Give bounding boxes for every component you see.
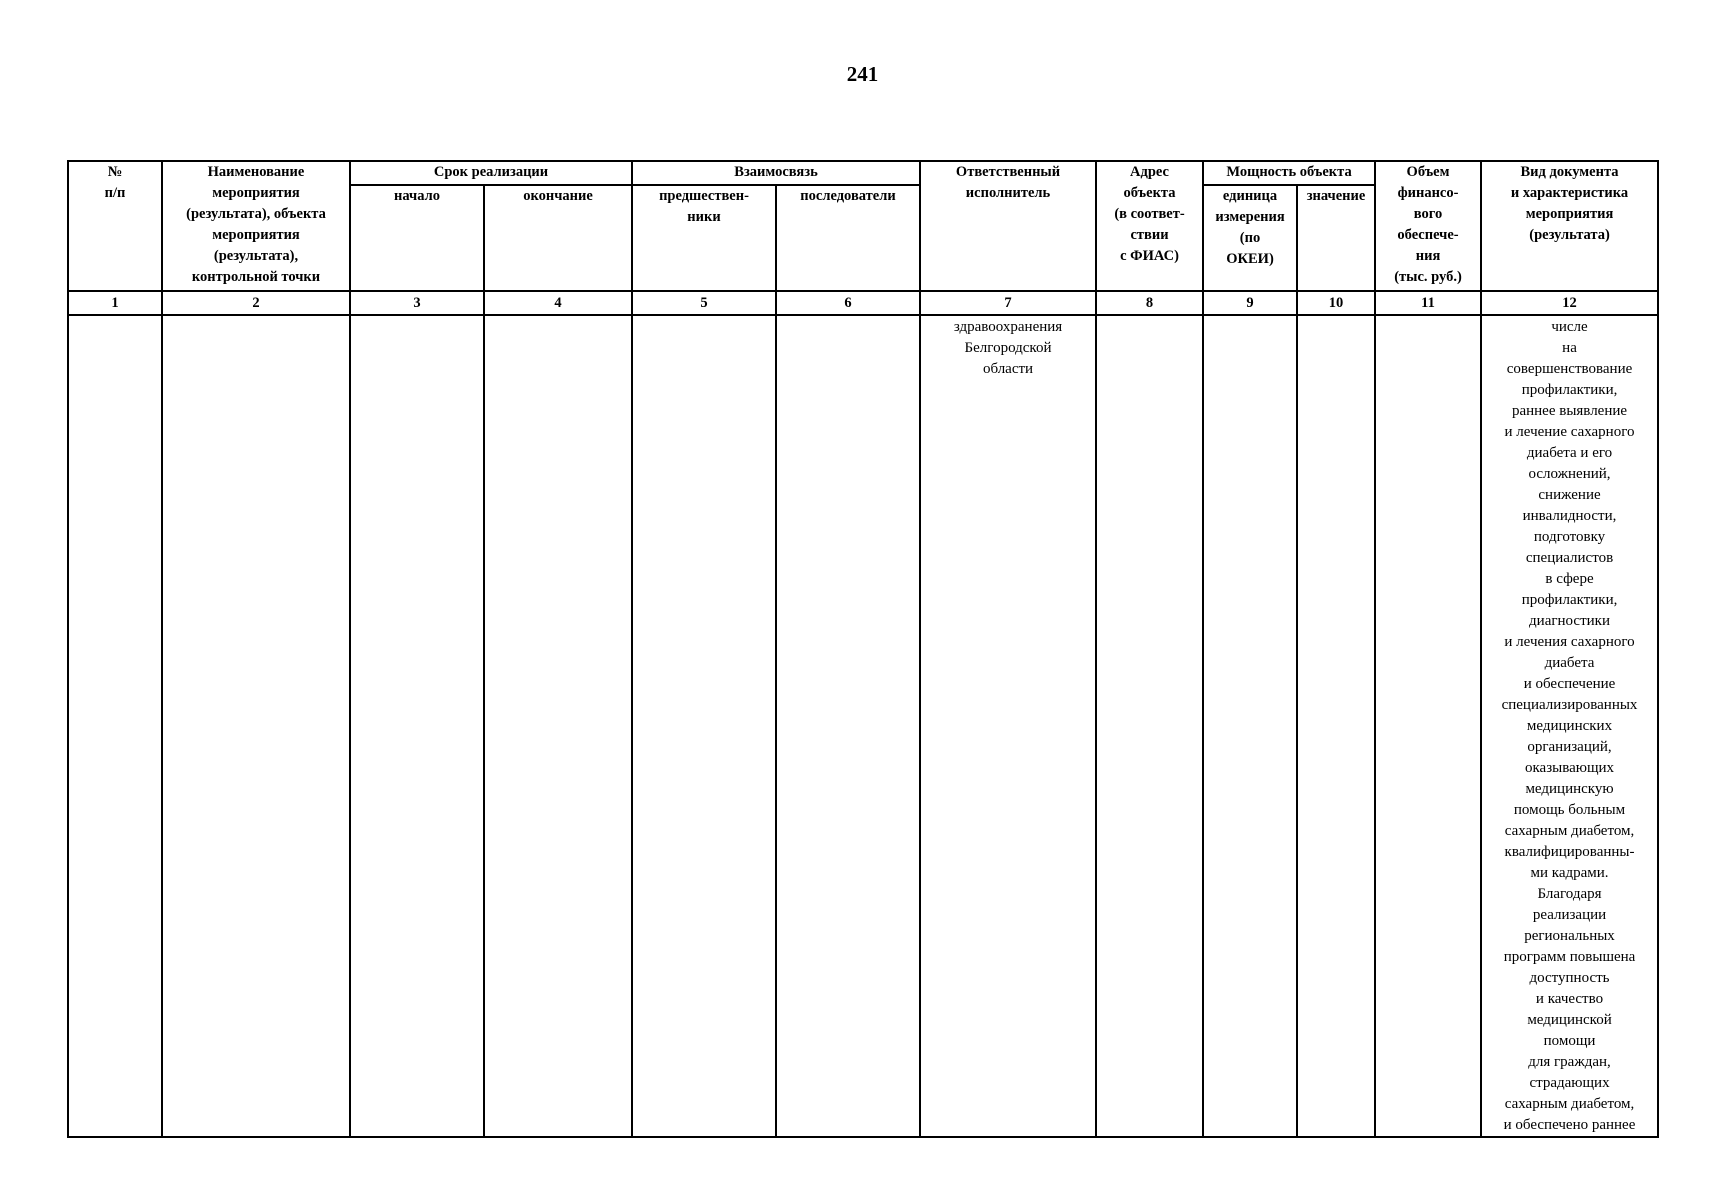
cell-start [350,315,484,1137]
cell-name [162,315,350,1137]
header-start: начало [350,185,484,291]
cell-number [68,315,162,1137]
header-unit: единица измерения (по ОКЕИ) [1203,185,1297,291]
cell-value [1297,315,1375,1137]
column-number: 7 [920,291,1096,315]
column-numbers-row [68,291,1658,315]
header-row-1 [68,161,1658,185]
header-document: Вид документа и характеристика мероприятия (результата) [1481,161,1658,291]
column-number: 10 [1297,291,1375,315]
table-row [68,315,1658,1137]
cell-document [1481,315,1658,1137]
column-number: 11 [1375,291,1481,315]
cell-funding [1375,315,1481,1137]
header-name: Наименование мероприятия (результата), объекта мероприятия (результата), контрольной точки [162,161,350,291]
column-number: 4 [484,291,632,315]
header-number: № п/п [68,161,162,291]
header-predecessors: предшествен- ники [632,185,776,291]
header-term-group: Срок реализации [350,161,632,185]
header-address: Адрес объекта (в соответ- ствии с ФИАС) [1096,161,1203,291]
cell-end [484,315,632,1137]
cell-unit [1203,315,1297,1137]
cell-successors [776,315,920,1137]
column-number: 9 [1203,291,1297,315]
cell-address [1096,315,1203,1137]
cell-predecessors [632,315,776,1137]
header-value: значение [1297,185,1375,291]
column-number: 6 [776,291,920,315]
column-number: 12 [1481,291,1658,315]
header-successors: последователи [776,185,920,291]
header-end: окончание [484,185,632,291]
column-number: 2 [162,291,350,315]
events-table [67,160,1659,1138]
column-number: 1 [68,291,162,315]
page-number: 241 [846,62,879,86]
header-power-group: Мощность объекта [1203,161,1375,185]
header-funding: Объем финансо- вого обеспече- ния (тыс. руб.) [1375,161,1481,291]
column-number: 8 [1096,291,1203,315]
column-number: 5 [632,291,776,315]
document-text: числе на совершенствование профилактики, раннее выявление и лечение сахарного диабета и его осложнений, снижение инвалидности, подготовку специалистов в сфере профилактики, диагностики и лечения сахарного диабета и обеспечение специализированных медицинских организаций, оказывающих медицинскую помощь больным сахарным диабетом, квалифицированны- ми кадрами. Благодаря реализации региональных программ повышена доступность и качество медицинской помощи для граждан, страдающих сахарным диабетом, и обеспечено раннее [1501,319,1638,1133]
column-number: 3 [350,291,484,315]
header-link-group: Взаимосвязь [632,161,920,185]
header-responsible: Ответственный исполнитель [920,161,1096,291]
responsible-text: здравоохранения Белгородской области [953,319,1063,377]
cell-responsible [920,315,1096,1137]
